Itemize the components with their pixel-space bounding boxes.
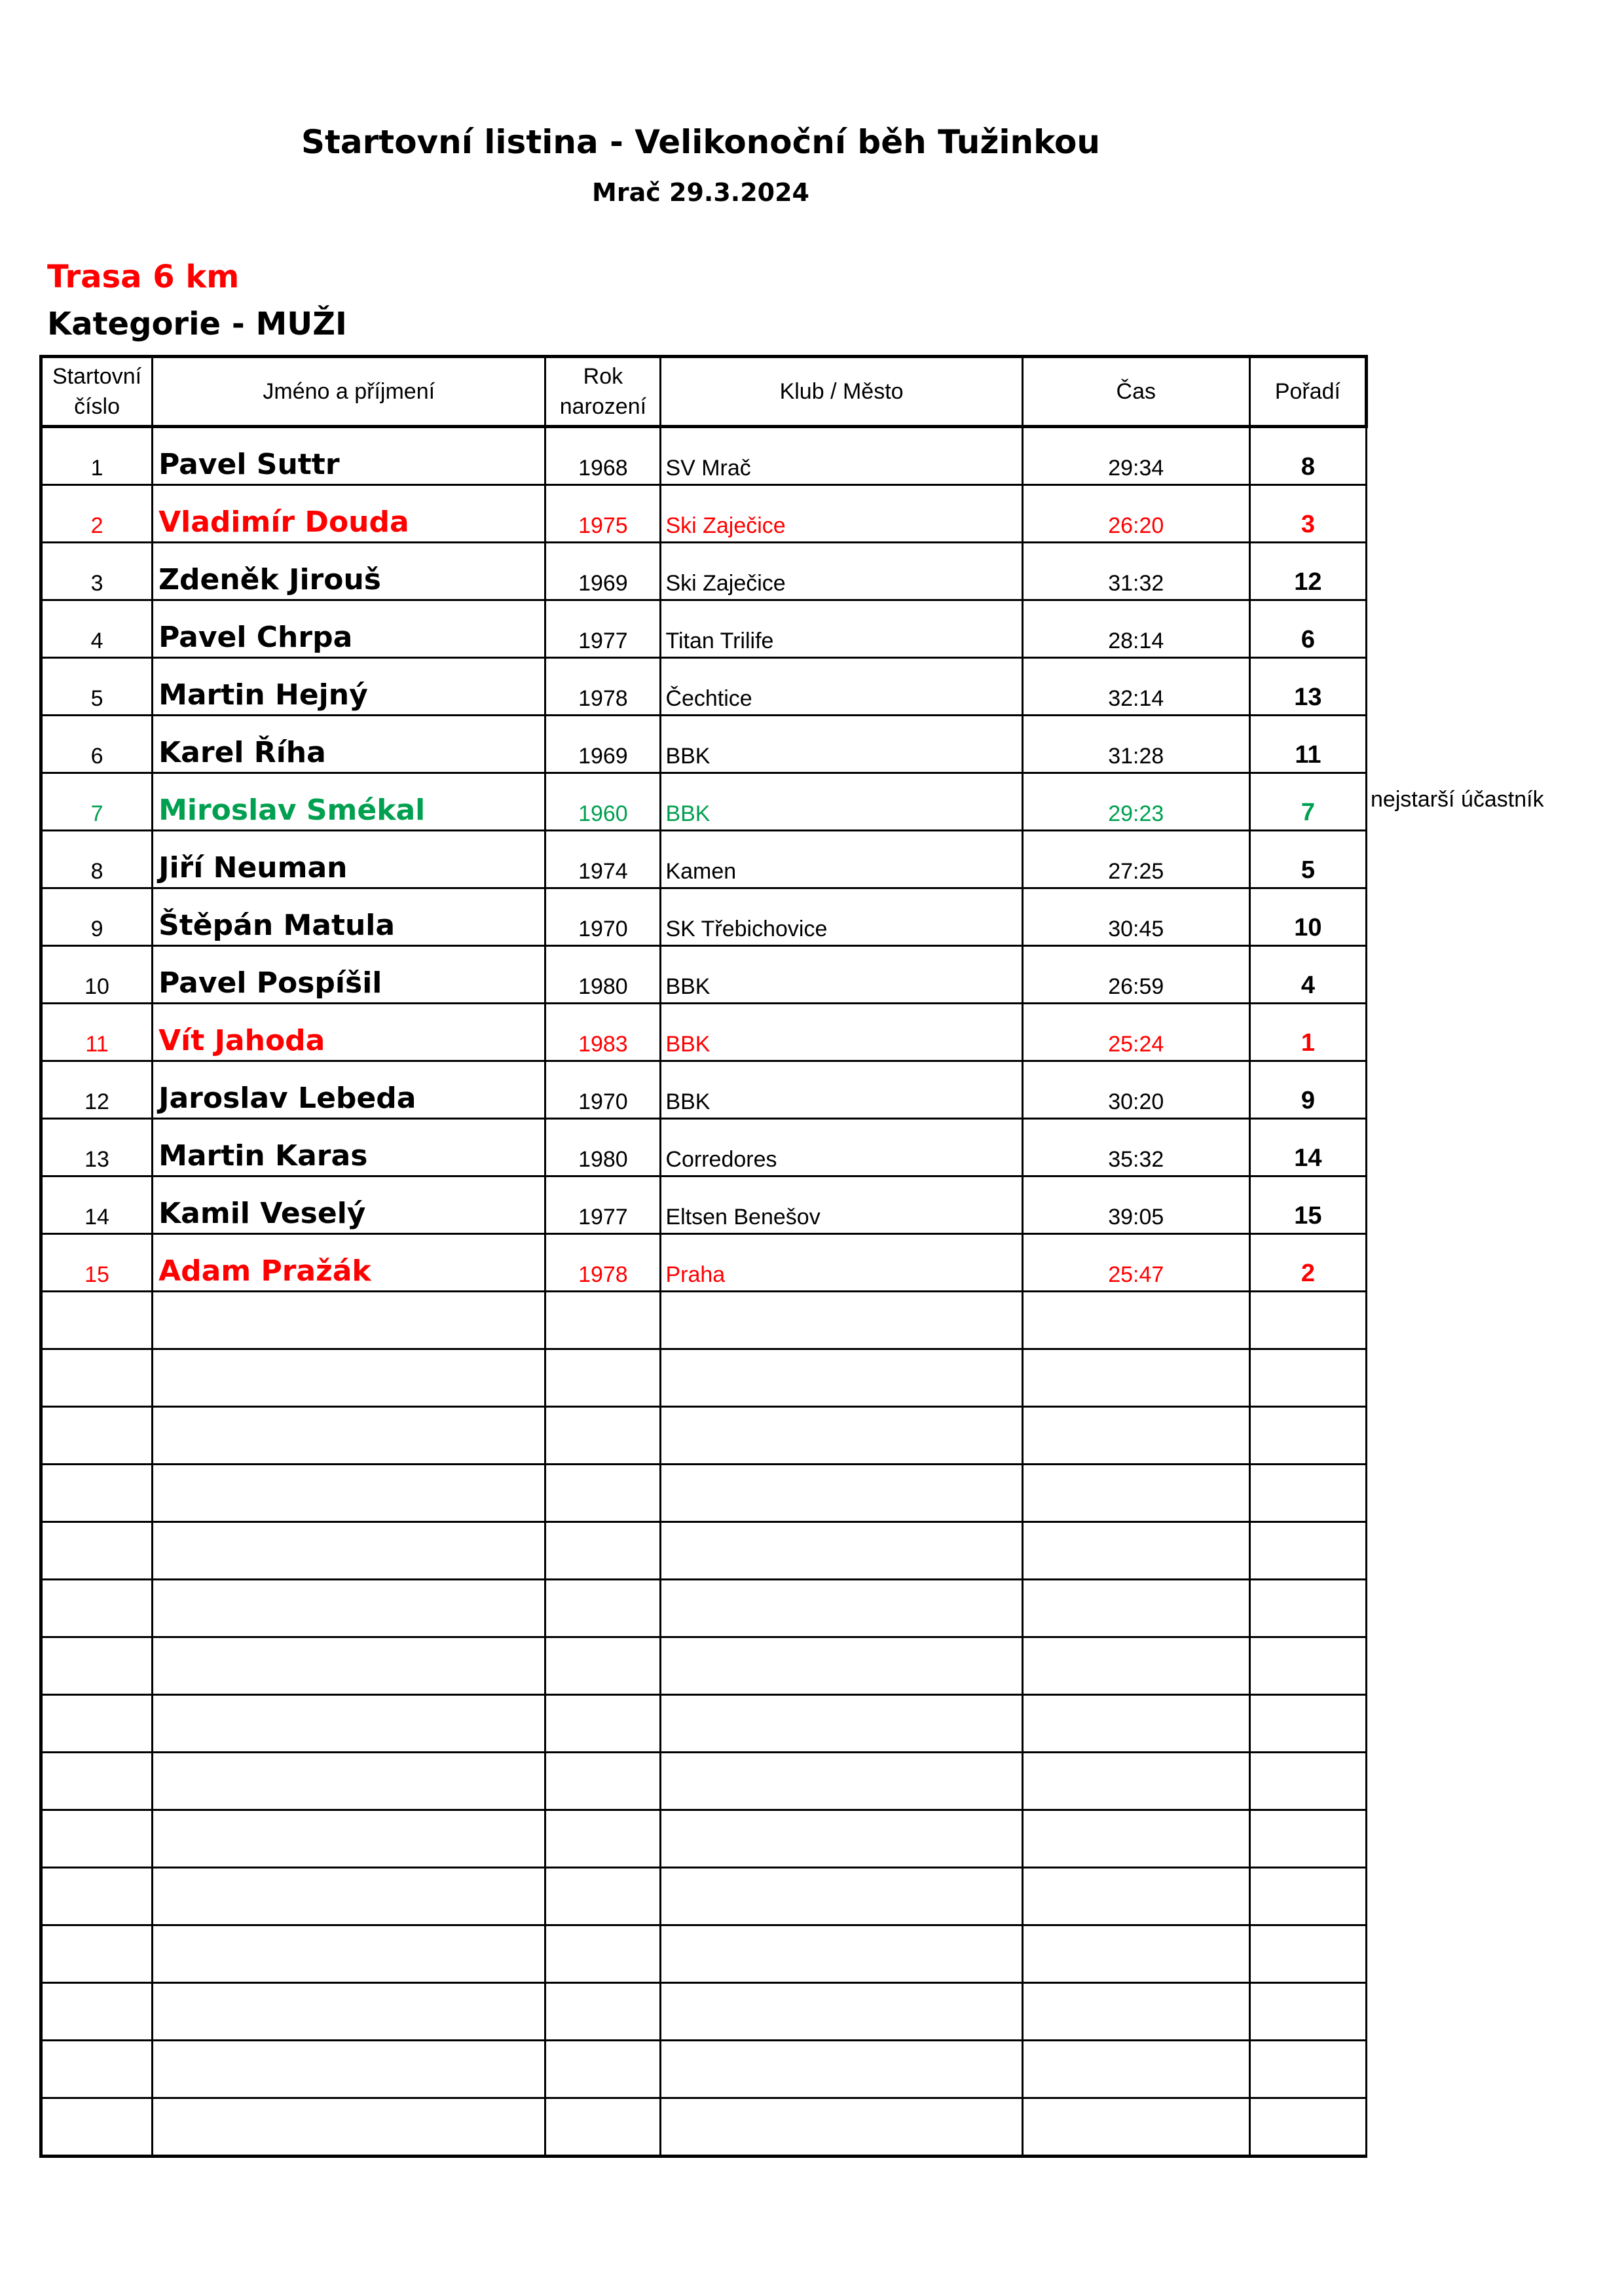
empty-table-row — [41, 1637, 1367, 1695]
name-cell: Pavel Suttr — [153, 427, 545, 485]
empty-table-row — [41, 1522, 1367, 1580]
empty-time-cell — [1022, 1753, 1249, 1810]
empty-table-row — [41, 1407, 1367, 1465]
rank-cell: 14 — [1249, 1119, 1366, 1176]
empty-club-cell — [661, 1753, 1022, 1810]
name-cell: Vladimír Douda — [153, 485, 545, 543]
club-cell: BBK — [661, 716, 1022, 773]
empty-start-number-cell — [41, 1465, 153, 1522]
empty-time-cell — [1022, 1868, 1249, 1925]
birth-year-cell: 1980 — [545, 946, 661, 1004]
club-cell: BBK — [661, 1004, 1022, 1061]
start-list-table — [39, 355, 1368, 2158]
empty-start-number-cell — [41, 1580, 153, 1637]
empty-club-cell — [661, 1983, 1022, 2041]
name-cell: Pavel Chrpa — [153, 600, 545, 658]
empty-start-number-cell — [41, 1695, 153, 1753]
time-cell: 26:20 — [1022, 485, 1249, 543]
empty-table-row — [41, 2098, 1367, 2157]
birth-year-cell: 1974 — [545, 831, 661, 888]
empty-rank-cell — [1249, 1868, 1366, 1925]
column-header-birth-year — [545, 357, 661, 427]
table-row — [41, 1004, 1367, 1061]
empty-table-row — [41, 1868, 1367, 1925]
table-row — [41, 427, 1367, 485]
rank-cell: 15 — [1249, 1176, 1366, 1234]
document-subtitle: Mrač 29.3.2024 — [592, 178, 809, 207]
birth-year-cell: 1970 — [545, 1061, 661, 1119]
birth-year-cell: 1960 — [545, 773, 661, 831]
time-cell: 29:23 — [1022, 773, 1249, 831]
birth-year-cell: 1977 — [545, 600, 661, 658]
rank-cell: 6 — [1249, 600, 1366, 658]
empty-start-number-cell — [41, 1637, 153, 1695]
name-cell: Pavel Pospíšil — [153, 946, 545, 1004]
empty-name-cell — [153, 1810, 545, 1868]
club-cell: Kamen — [661, 831, 1022, 888]
start-number-cell: 4 — [41, 600, 153, 658]
time-cell: 27:25 — [1022, 831, 1249, 888]
club-cell: SK Třebichovice — [661, 888, 1022, 946]
empty-club-cell — [661, 1522, 1022, 1580]
birth-year-cell: 1968 — [545, 427, 661, 485]
empty-time-cell — [1022, 1810, 1249, 1868]
table-body — [41, 427, 1367, 2157]
empty-rank-cell — [1249, 1349, 1366, 1407]
table-row — [41, 600, 1367, 658]
name-cell: Adam Pražák — [153, 1234, 545, 1292]
time-cell: 31:28 — [1022, 716, 1249, 773]
empty-birth-year-cell — [545, 1810, 661, 1868]
empty-rank-cell — [1249, 1983, 1366, 2041]
empty-club-cell — [661, 1695, 1022, 1753]
category-heading: Kategorie - MUŽI — [47, 306, 347, 342]
club-cell: BBK — [661, 946, 1022, 1004]
birth-year-cell: 1977 — [545, 1176, 661, 1234]
empty-birth-year-cell — [545, 1522, 661, 1580]
start-number-cell: 9 — [41, 888, 153, 946]
name-cell: Jaroslav Lebeda — [153, 1061, 545, 1119]
rank-cell: 1 — [1249, 1004, 1366, 1061]
empty-start-number-cell — [41, 1810, 153, 1868]
rank-cell: 13 — [1249, 658, 1366, 716]
name-cell: Miroslav Smékal — [153, 773, 545, 831]
empty-table-row — [41, 1292, 1367, 1349]
birth-year-cell: 1969 — [545, 543, 661, 600]
empty-name-cell — [153, 1637, 545, 1695]
empty-name-cell — [153, 1695, 545, 1753]
rank-cell: 12 — [1249, 543, 1366, 600]
oldest-participant-note: nejstarší účastník — [1371, 787, 1544, 812]
club-cell: Ski Zaječice — [661, 485, 1022, 543]
start-number-cell: 8 — [41, 831, 153, 888]
start-number-cell: 5 — [41, 658, 153, 716]
time-cell: 35:32 — [1022, 1119, 1249, 1176]
empty-birth-year-cell — [545, 1868, 661, 1925]
empty-time-cell — [1022, 1925, 1249, 1983]
club-cell: Titan Trilife — [661, 600, 1022, 658]
empty-name-cell — [153, 1349, 545, 1407]
empty-table-row — [41, 1349, 1367, 1407]
empty-birth-year-cell — [545, 2041, 661, 2098]
empty-time-cell — [1022, 1349, 1249, 1407]
empty-start-number-cell — [41, 1349, 153, 1407]
name-cell: Vít Jahoda — [153, 1004, 545, 1061]
column-header-time: Čas — [1022, 357, 1249, 427]
column-header-start-number — [41, 357, 153, 427]
rank-cell: 4 — [1249, 946, 1366, 1004]
table-row — [41, 773, 1367, 831]
empty-birth-year-cell — [545, 1695, 661, 1753]
table-row — [41, 1061, 1367, 1119]
empty-start-number-cell — [41, 1407, 153, 1465]
empty-time-cell — [1022, 1580, 1249, 1637]
route-heading: Trasa 6 km — [47, 259, 240, 295]
empty-start-number-cell — [41, 1753, 153, 1810]
empty-rank-cell — [1249, 1292, 1366, 1349]
empty-name-cell — [153, 2041, 545, 2098]
time-cell: 30:45 — [1022, 888, 1249, 946]
rank-cell: 7 — [1249, 773, 1366, 831]
empty-birth-year-cell — [545, 1637, 661, 1695]
empty-start-number-cell — [41, 1522, 153, 1580]
time-cell: 25:47 — [1022, 1234, 1249, 1292]
start-number-cell: 3 — [41, 543, 153, 600]
empty-name-cell — [153, 1407, 545, 1465]
empty-time-cell — [1022, 2041, 1249, 2098]
empty-rank-cell — [1249, 2041, 1366, 2098]
empty-rank-cell — [1249, 1637, 1366, 1695]
start-number-cell: 2 — [41, 485, 153, 543]
name-cell: Kamil Veselý — [153, 1176, 545, 1234]
start-number-cell: 15 — [41, 1234, 153, 1292]
empty-birth-year-cell — [545, 2098, 661, 2157]
empty-start-number-cell — [41, 1292, 153, 1349]
empty-rank-cell — [1249, 1810, 1366, 1868]
rank-cell: 11 — [1249, 716, 1366, 773]
empty-name-cell — [153, 1292, 545, 1349]
empty-birth-year-cell — [545, 1465, 661, 1522]
empty-name-cell — [153, 1522, 545, 1580]
empty-table-row — [41, 1925, 1367, 1983]
table-header-row — [41, 357, 1367, 427]
table-row — [41, 485, 1367, 543]
start-number-cell: 10 — [41, 946, 153, 1004]
column-header-birth-year-line2: narození — [559, 394, 647, 419]
empty-birth-year-cell — [545, 1753, 661, 1810]
empty-table-row — [41, 1695, 1367, 1753]
name-cell: Štěpán Matula — [153, 888, 545, 946]
column-header-start-number-line2: číslo — [74, 394, 120, 419]
empty-club-cell — [661, 1465, 1022, 1522]
empty-rank-cell — [1249, 2098, 1366, 2157]
empty-time-cell — [1022, 1465, 1249, 1522]
start-number-cell: 14 — [41, 1176, 153, 1234]
name-cell: Jiří Neuman — [153, 831, 545, 888]
empty-name-cell — [153, 1868, 545, 1925]
empty-club-cell — [661, 1580, 1022, 1637]
empty-table-row — [41, 1983, 1367, 2041]
empty-club-cell — [661, 2041, 1022, 2098]
empty-start-number-cell — [41, 1925, 153, 1983]
table-row — [41, 716, 1367, 773]
empty-start-number-cell — [41, 1868, 153, 1925]
empty-birth-year-cell — [545, 1983, 661, 2041]
club-cell: Ski Zaječice — [661, 543, 1022, 600]
empty-name-cell — [153, 1983, 545, 2041]
empty-club-cell — [661, 1925, 1022, 1983]
name-cell: Martin Hejný — [153, 658, 545, 716]
birth-year-cell: 1983 — [545, 1004, 661, 1061]
column-header-start-number-line1: Startovní — [52, 364, 142, 389]
club-cell: Čechtice — [661, 658, 1022, 716]
club-cell: Corredores — [661, 1119, 1022, 1176]
empty-name-cell — [153, 1753, 545, 1810]
empty-club-cell — [661, 1292, 1022, 1349]
table-row — [41, 658, 1367, 716]
time-cell: 32:14 — [1022, 658, 1249, 716]
table-row — [41, 1119, 1367, 1176]
birth-year-cell: 1969 — [545, 716, 661, 773]
empty-table-row — [41, 1753, 1367, 1810]
empty-time-cell — [1022, 1407, 1249, 1465]
empty-time-cell — [1022, 1522, 1249, 1580]
club-cell: BBK — [661, 1061, 1022, 1119]
birth-year-cell: 1970 — [545, 888, 661, 946]
empty-club-cell — [661, 1637, 1022, 1695]
empty-name-cell — [153, 1465, 545, 1522]
rank-cell: 8 — [1249, 427, 1366, 485]
empty-start-number-cell — [41, 2041, 153, 2098]
empty-birth-year-cell — [545, 1407, 661, 1465]
empty-birth-year-cell — [545, 1349, 661, 1407]
time-cell: 29:34 — [1022, 427, 1249, 485]
empty-start-number-cell — [41, 1983, 153, 2041]
time-cell: 39:05 — [1022, 1176, 1249, 1234]
name-cell: Karel Říha — [153, 716, 545, 773]
empty-birth-year-cell — [545, 1580, 661, 1637]
start-number-cell: 13 — [41, 1119, 153, 1176]
column-header-birth-year-line1: Rok — [583, 364, 623, 389]
column-header-club: Klub / Město — [661, 357, 1022, 427]
empty-club-cell — [661, 1868, 1022, 1925]
table-row — [41, 946, 1367, 1004]
empty-club-cell — [661, 2098, 1022, 2157]
table-row — [41, 831, 1367, 888]
start-number-cell: 6 — [41, 716, 153, 773]
empty-rank-cell — [1249, 1753, 1366, 1810]
empty-start-number-cell — [41, 2098, 153, 2157]
empty-club-cell — [661, 1810, 1022, 1868]
name-cell: Martin Karas — [153, 1119, 545, 1176]
time-cell: 26:59 — [1022, 946, 1249, 1004]
name-cell: Zdeněk Jirouš — [153, 543, 545, 600]
club-cell: Praha — [661, 1234, 1022, 1292]
start-number-cell: 11 — [41, 1004, 153, 1061]
start-number-cell: 7 — [41, 773, 153, 831]
birth-year-cell: 1978 — [545, 658, 661, 716]
empty-time-cell — [1022, 2098, 1249, 2157]
empty-club-cell — [661, 1349, 1022, 1407]
empty-table-row — [41, 1465, 1367, 1522]
time-cell: 31:32 — [1022, 543, 1249, 600]
birth-year-cell: 1978 — [545, 1234, 661, 1292]
rank-cell: 3 — [1249, 485, 1366, 543]
table-row — [41, 1176, 1367, 1234]
rank-cell: 5 — [1249, 831, 1366, 888]
document-title: Startovní listina - Velikonoční běh Tužinkou — [301, 123, 1101, 161]
empty-table-row — [41, 1810, 1367, 1868]
birth-year-cell: 1980 — [545, 1119, 661, 1176]
rank-cell: 9 — [1249, 1061, 1366, 1119]
club-cell: Eltsen Benešov — [661, 1176, 1022, 1234]
start-number-cell: 12 — [41, 1061, 153, 1119]
empty-time-cell — [1022, 1637, 1249, 1695]
empty-table-row — [41, 1580, 1367, 1637]
empty-name-cell — [153, 1580, 545, 1637]
start-number-cell: 1 — [41, 427, 153, 485]
table-row — [41, 543, 1367, 600]
empty-time-cell — [1022, 1292, 1249, 1349]
empty-birth-year-cell — [545, 1925, 661, 1983]
club-cell: BBK — [661, 773, 1022, 831]
column-header-name: Jméno a příjmení — [153, 357, 545, 427]
empty-birth-year-cell — [545, 1292, 661, 1349]
empty-rank-cell — [1249, 1925, 1366, 1983]
time-cell: 25:24 — [1022, 1004, 1249, 1061]
rank-cell: 10 — [1249, 888, 1366, 946]
empty-rank-cell — [1249, 1695, 1366, 1753]
club-cell: SV Mrač — [661, 427, 1022, 485]
empty-time-cell — [1022, 1983, 1249, 2041]
empty-name-cell — [153, 2098, 545, 2157]
birth-year-cell: 1975 — [545, 485, 661, 543]
empty-club-cell — [661, 1407, 1022, 1465]
empty-time-cell — [1022, 1695, 1249, 1753]
rank-cell: 2 — [1249, 1234, 1366, 1292]
time-cell: 28:14 — [1022, 600, 1249, 658]
column-header-rank: Pořadí — [1249, 357, 1366, 427]
empty-rank-cell — [1249, 1580, 1366, 1637]
table-row — [41, 888, 1367, 946]
time-cell: 30:20 — [1022, 1061, 1249, 1119]
empty-table-row — [41, 2041, 1367, 2098]
table-row — [41, 1234, 1367, 1292]
empty-rank-cell — [1249, 1522, 1366, 1580]
empty-name-cell — [153, 1925, 545, 1983]
empty-rank-cell — [1249, 1407, 1366, 1465]
empty-rank-cell — [1249, 1465, 1366, 1522]
